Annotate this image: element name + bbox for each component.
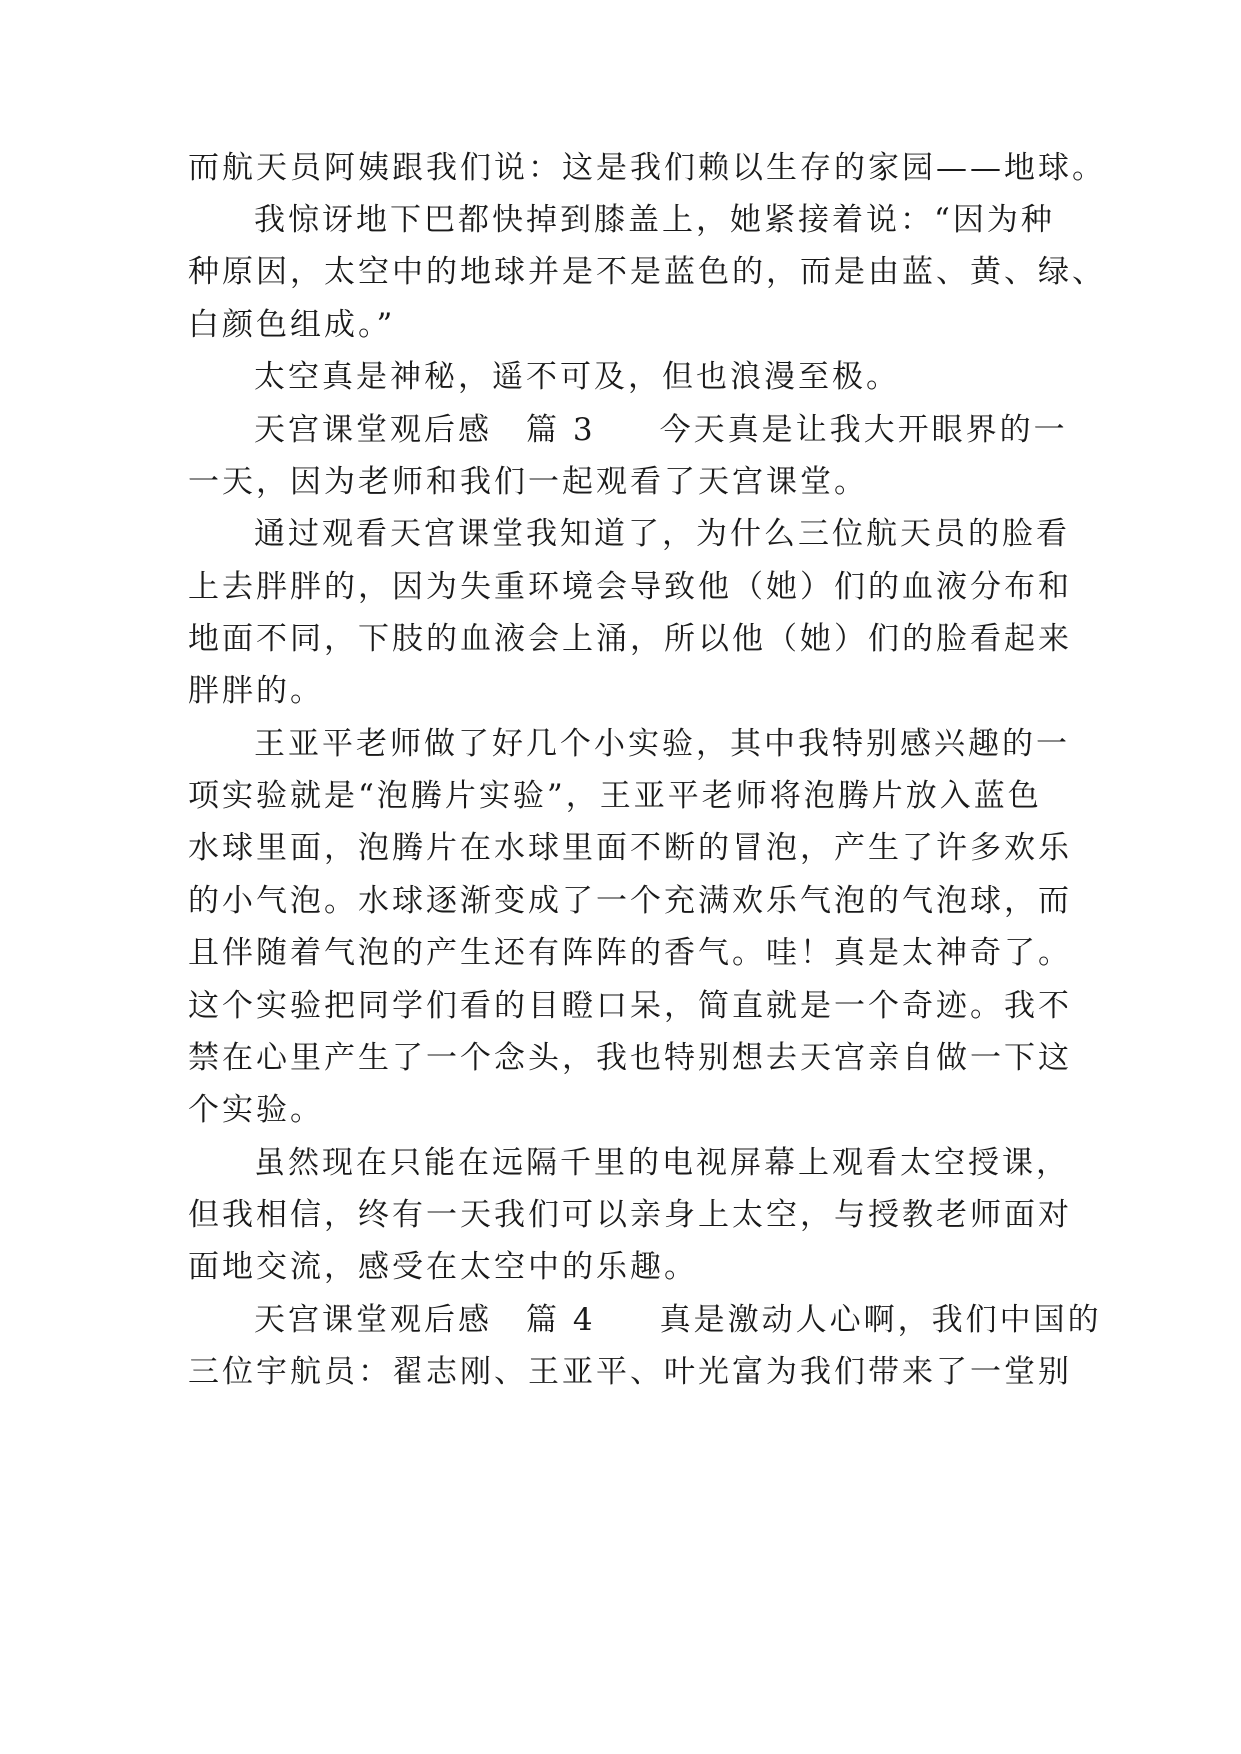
- text-line: 项实验就是“泡腾片实验”，王亚平老师将泡腾片放入蓝色: [188, 778, 1042, 814]
- text-line: 的小气泡。水球逐渐变成了一个充满欢乐气泡的气泡球，而: [188, 883, 1072, 919]
- section-opening-text: 今天真是让我大开眼界的一: [659, 412, 1068, 448]
- text-line: 白颜色组成。”: [188, 307, 396, 343]
- section-label: 篇 4: [526, 1302, 596, 1338]
- text-line: 通过观看天宫课堂我知道了，为什么三位航天员的脸看: [254, 516, 1070, 552]
- text-line: 上去胖胖的，因为失重环境会导致他（她）们的血液分布和: [188, 569, 1072, 605]
- text-line: 禁在心里产生了一个念头，我也特别想去天宫亲自做一下这: [188, 1040, 1072, 1076]
- section-heading: [254, 1298, 1154, 1342]
- text-line: 面地交流，感受在太空中的乐趣。: [188, 1249, 698, 1285]
- text-line: 种原因，太空中的地球并是不是蓝色的，而是由蓝、黄、绿、: [188, 254, 1106, 290]
- text-line: 一天，因为老师和我们一起观看了天宫课堂。: [188, 464, 868, 500]
- section-label: 篇 3: [526, 412, 596, 448]
- section-title: 天宫课堂观后感: [254, 412, 492, 448]
- section-title: 天宫课堂观后感: [254, 1302, 492, 1338]
- text-line: 而航天员阿姨跟我们说：这是我们赖以生存的家园——地球。: [188, 150, 1106, 186]
- text-line: 胖胖的。: [188, 673, 324, 709]
- text-line: 太空真是神秘，遥不可及，但也浪漫至极。: [254, 359, 900, 395]
- section-opening-text: 真是激动人心啊，我们中国的: [659, 1302, 1102, 1338]
- text-line: 王亚平老师做了好几个小实验，其中我特别感兴趣的一: [254, 726, 1070, 762]
- text-line: 这个实验把同学们看的目瞪口呆，简直就是一个奇迹。我不: [188, 988, 1072, 1024]
- text-line: 三位宇航员：翟志刚、王亚平、叶光富为我们带来了一堂别: [188, 1354, 1072, 1390]
- text-line: 我惊讶地下巴都快掉到膝盖上，她紧接着说：“因为种: [254, 202, 1055, 238]
- text-line: 水球里面，泡腾片在水球里面不断的冒泡，产生了许多欢乐: [188, 830, 1072, 866]
- text-line: 且伴随着气泡的产生还有阵阵的香气。哇！真是太神奇了。: [188, 935, 1072, 971]
- text-line: 虽然现在只能在远隔千里的电视屏幕上观看太空授课，: [254, 1145, 1070, 1181]
- text-line: 个实验。: [188, 1092, 324, 1128]
- text-line: 地面不同，下肢的血液会上涌，所以他（她）们的脸看起来: [188, 621, 1072, 657]
- section-heading: [254, 408, 1154, 452]
- text-line: 但我相信，终有一天我们可以亲身上太空，与授教老师面对: [188, 1197, 1072, 1233]
